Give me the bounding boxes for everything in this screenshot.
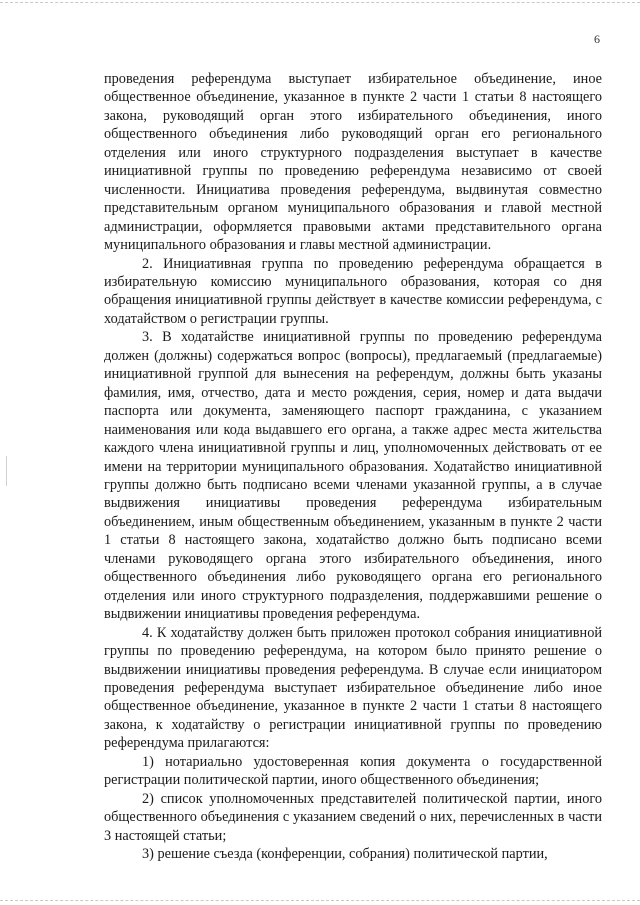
page-number: 6 [594,32,600,46]
paragraph-continuation: проведения референдума выступает избирательное объединение, иное общественное объединение, указанное в пункте 2 части 1 статьи 8 настоящего закона, руководящий орган этого избирательного объединения, иного общественного объединения либо руководящий орган его регионального отделения или иного структурного подразделения выступает в качестве инициативной группы по проведению референдума независимо от своей численности. Инициатива проведения референдума, выдвинутая совместно представительным органом муниципального образования и главой местной администрации, оформляется правовыми актами представительного органа муниципального образования и главы местной администрации. [104,71,602,254]
subitem-3: 3) решение съезда (конференции, собрания) политической партии, [142,846,548,863]
scan-margin-mark [6,456,7,486]
subitem-1: 1) нотариально удостоверенная копия документа о государственной регистрации политической партии, иного общественного объединения; [104,753,602,789]
scan-edge-top [0,2,640,4]
document-body [104,70,602,863]
paragraph-item-3: 3. В ходатайстве инициативной группы по проведению референдума должен (должны) содержаться вопрос (вопросы), предлагаемый (предлагаемые) инициативной группой для вынесения на референдум, должны быть указаны фамилия, имя, отчество, дата и место рождения, серия, номер и дата выдачи паспорта или документа, заменяющего паспорт гражданина, с указанием наименования или кода выдавшего его органа, а также адрес места жительства каждого члена инициативной группы и лиц, уполномоченных действовать от ее имени на территории муниципального образования. Ходатайство инициативной группы должно быть подписано всеми членами указанной группы, а в случае выдвижения инициативы проведения референдума избирательным объединением, иным общественным объединением, указанным в пункте 2 части 1 статьи 8 настоящего закона, ходатайство должно быть подписано всеми членами руководящего органа этого избирательного объединения, иного общественного объединения либо руководящего органа его регионального отделения или иного структурного подразделения, поддержавшими решение о выдвижении инициативы проведения референдума. [104,329,602,623]
subitem-2: 2) список уполномоченных представителей политической партии, иного общественного объединения с указанием сведений о них, перечисленных в части 3 настоящей статьи; [104,790,602,844]
paragraph-item-2: 2. Инициативная группа по проведению референдума обращается в избирательную комиссию муниципального образования, которая со дня обращения инициативной группы действует в качестве комиссии референдума, с ходатайством о регистрации группы. [104,255,602,327]
scan-edge-bottom [0,900,640,902]
paragraph-item-4: 4. К ходатайству должен быть приложен протокол собрания инициативной группы по проведению референдума, на котором было принято решение о выдвижении инициативы проведения референдума. В случае если инициатором проведения референдума выступает избирательное объединение либо иное общественное объединение, указанное в пункте 2 части 1 статьи 8 настоящего закона, к ходатайству о регистрации инициативной группы по проведению референдума прилагаются: [104,624,602,752]
